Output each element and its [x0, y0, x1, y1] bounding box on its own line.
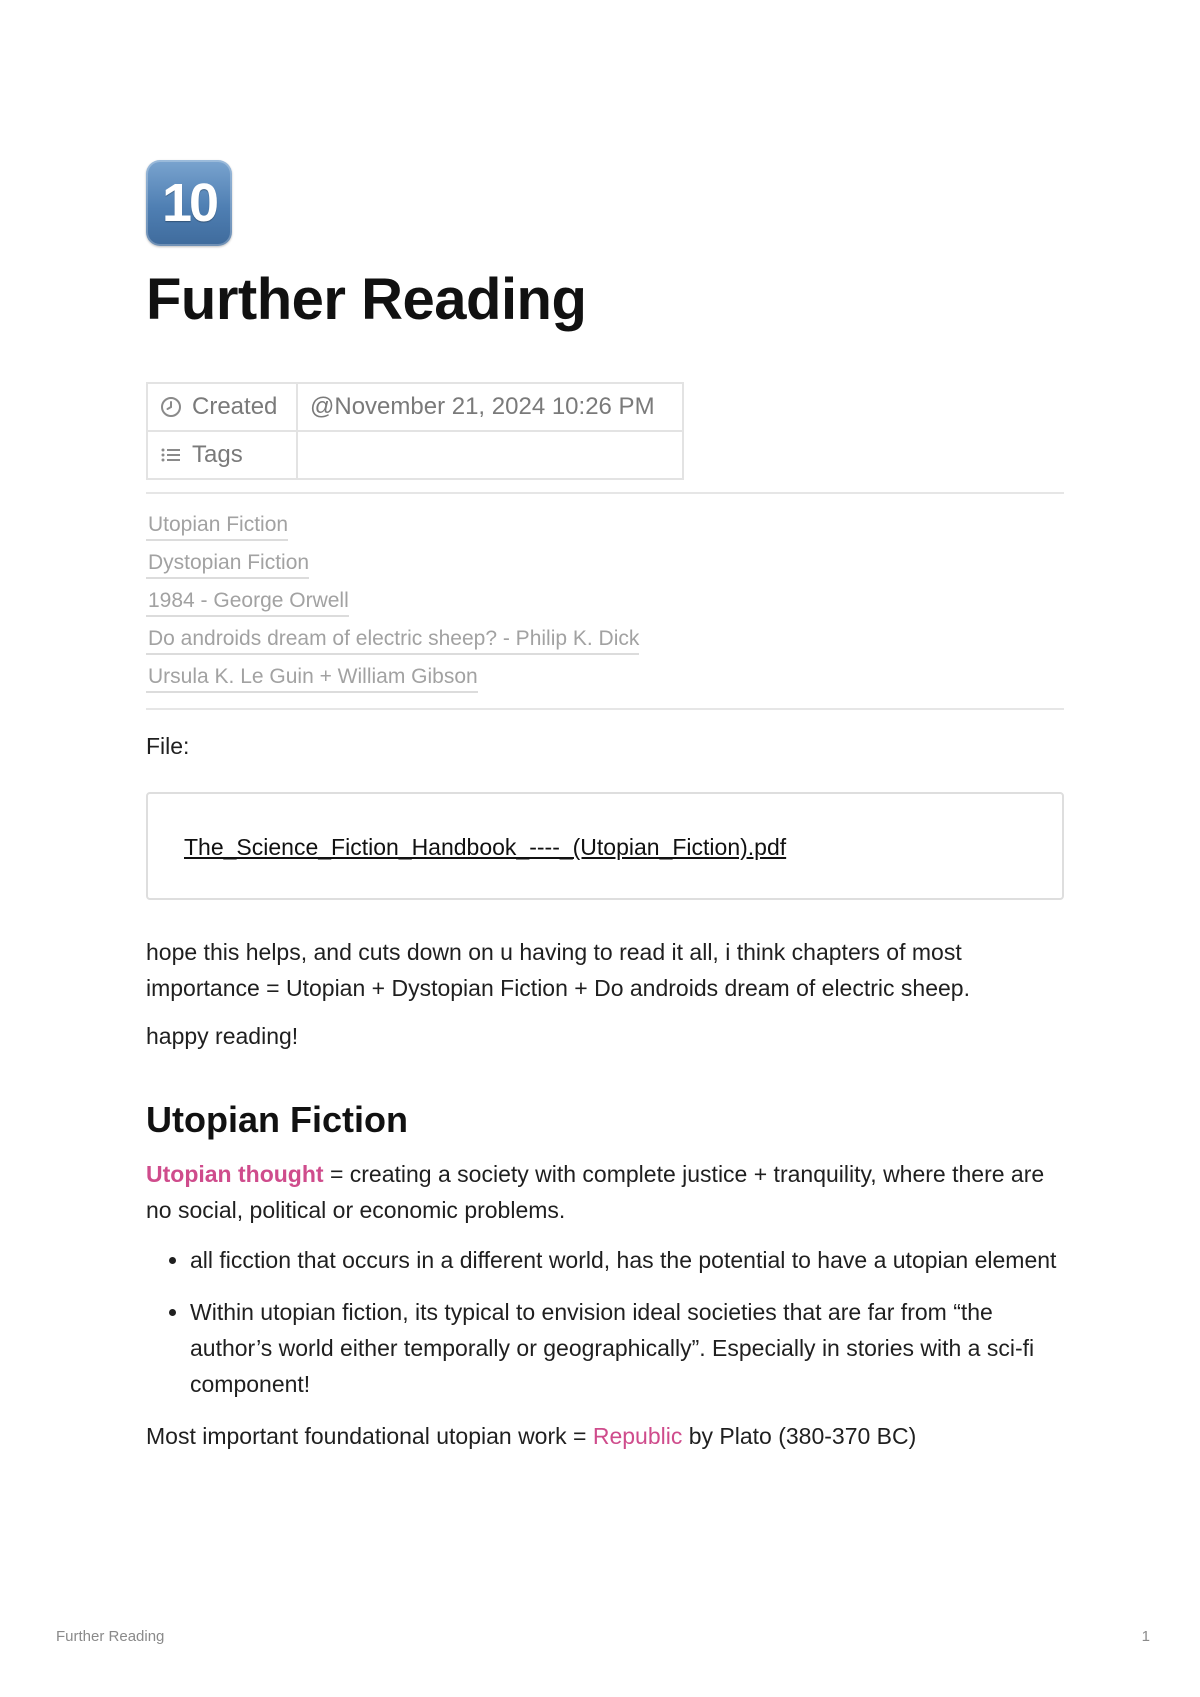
definition-term: Utopian thought [146, 1161, 324, 1187]
divider [146, 708, 1064, 710]
bullet-list [146, 1242, 1064, 1402]
foundational-paragraph [146, 1418, 1064, 1454]
divider [146, 492, 1064, 494]
table-of-contents [146, 508, 1064, 698]
property-key-label: Created [192, 393, 278, 420]
property-key-tags [147, 431, 297, 479]
page-emoji-icon: 10 [146, 160, 232, 246]
footer-title: Further Reading [56, 1628, 165, 1645]
property-value-tags[interactable] [297, 431, 683, 479]
definition-text: = creating a society with complete justice + tranquility, where there are no social, political or economic problems. [146, 1161, 1045, 1223]
intro-paragraph: hope this helps, and cuts down on u having to read it all, i think chapters of most importance = Utopian + Dystopian Fiction + Do androids dream of electric sheep. [146, 939, 970, 1001]
property-key-created [147, 383, 297, 431]
file-label: File: [146, 733, 190, 759]
toc-link-1984[interactable]: 1984 - George Orwell [146, 587, 349, 617]
clock-icon [160, 396, 182, 418]
page-title: Further Reading [146, 267, 587, 332]
footer-page-number: 1 [1141, 1628, 1150, 1645]
closing-paragraph: happy reading! [146, 1023, 299, 1049]
toc-link-do-androids-dream[interactable]: Do androids dream of electric sheep? - Philip K. Dick [146, 625, 639, 655]
page-content [146, 160, 1064, 1454]
toc-link-dystopian-fiction[interactable]: Dystopian Fiction [146, 549, 309, 579]
list-item: • Within utopian fiction, its typical to envision ideal societies that are far from “the author’s world either temporally or geographically”. Especially in stories with a sci-fi component! [190, 1294, 1064, 1402]
list-item: • all ficction that occurs in a different world, has the potential to have a utopian element [190, 1242, 1064, 1278]
foundational-prefix: Most important foundational utopian work = [146, 1423, 593, 1449]
properties-table [146, 382, 684, 480]
property-row-tags [147, 431, 683, 479]
foundational-suffix: by Plato (380-370 BC) [682, 1423, 917, 1449]
file-attachment[interactable] [146, 792, 1064, 900]
toc-link-le-guin-gibson[interactable]: Ursula K. Le Guin + William Gibson [146, 663, 478, 693]
property-key-label: Tags [192, 441, 243, 468]
toc-link-utopian-fiction[interactable]: Utopian Fiction [146, 511, 288, 541]
file-link[interactable]: The_Science_Fiction_Handbook_----_(Utopian_Fiction).pdf [184, 834, 787, 860]
property-row-created [147, 383, 683, 431]
foundational-work: Republic [592, 1423, 683, 1449]
property-value-created[interactable]: @November 21, 2024 10:26 PM [297, 383, 683, 431]
section-heading: Utopian Fiction [146, 1099, 408, 1140]
definition-paragraph [146, 1156, 1064, 1228]
list-icon [160, 444, 182, 466]
